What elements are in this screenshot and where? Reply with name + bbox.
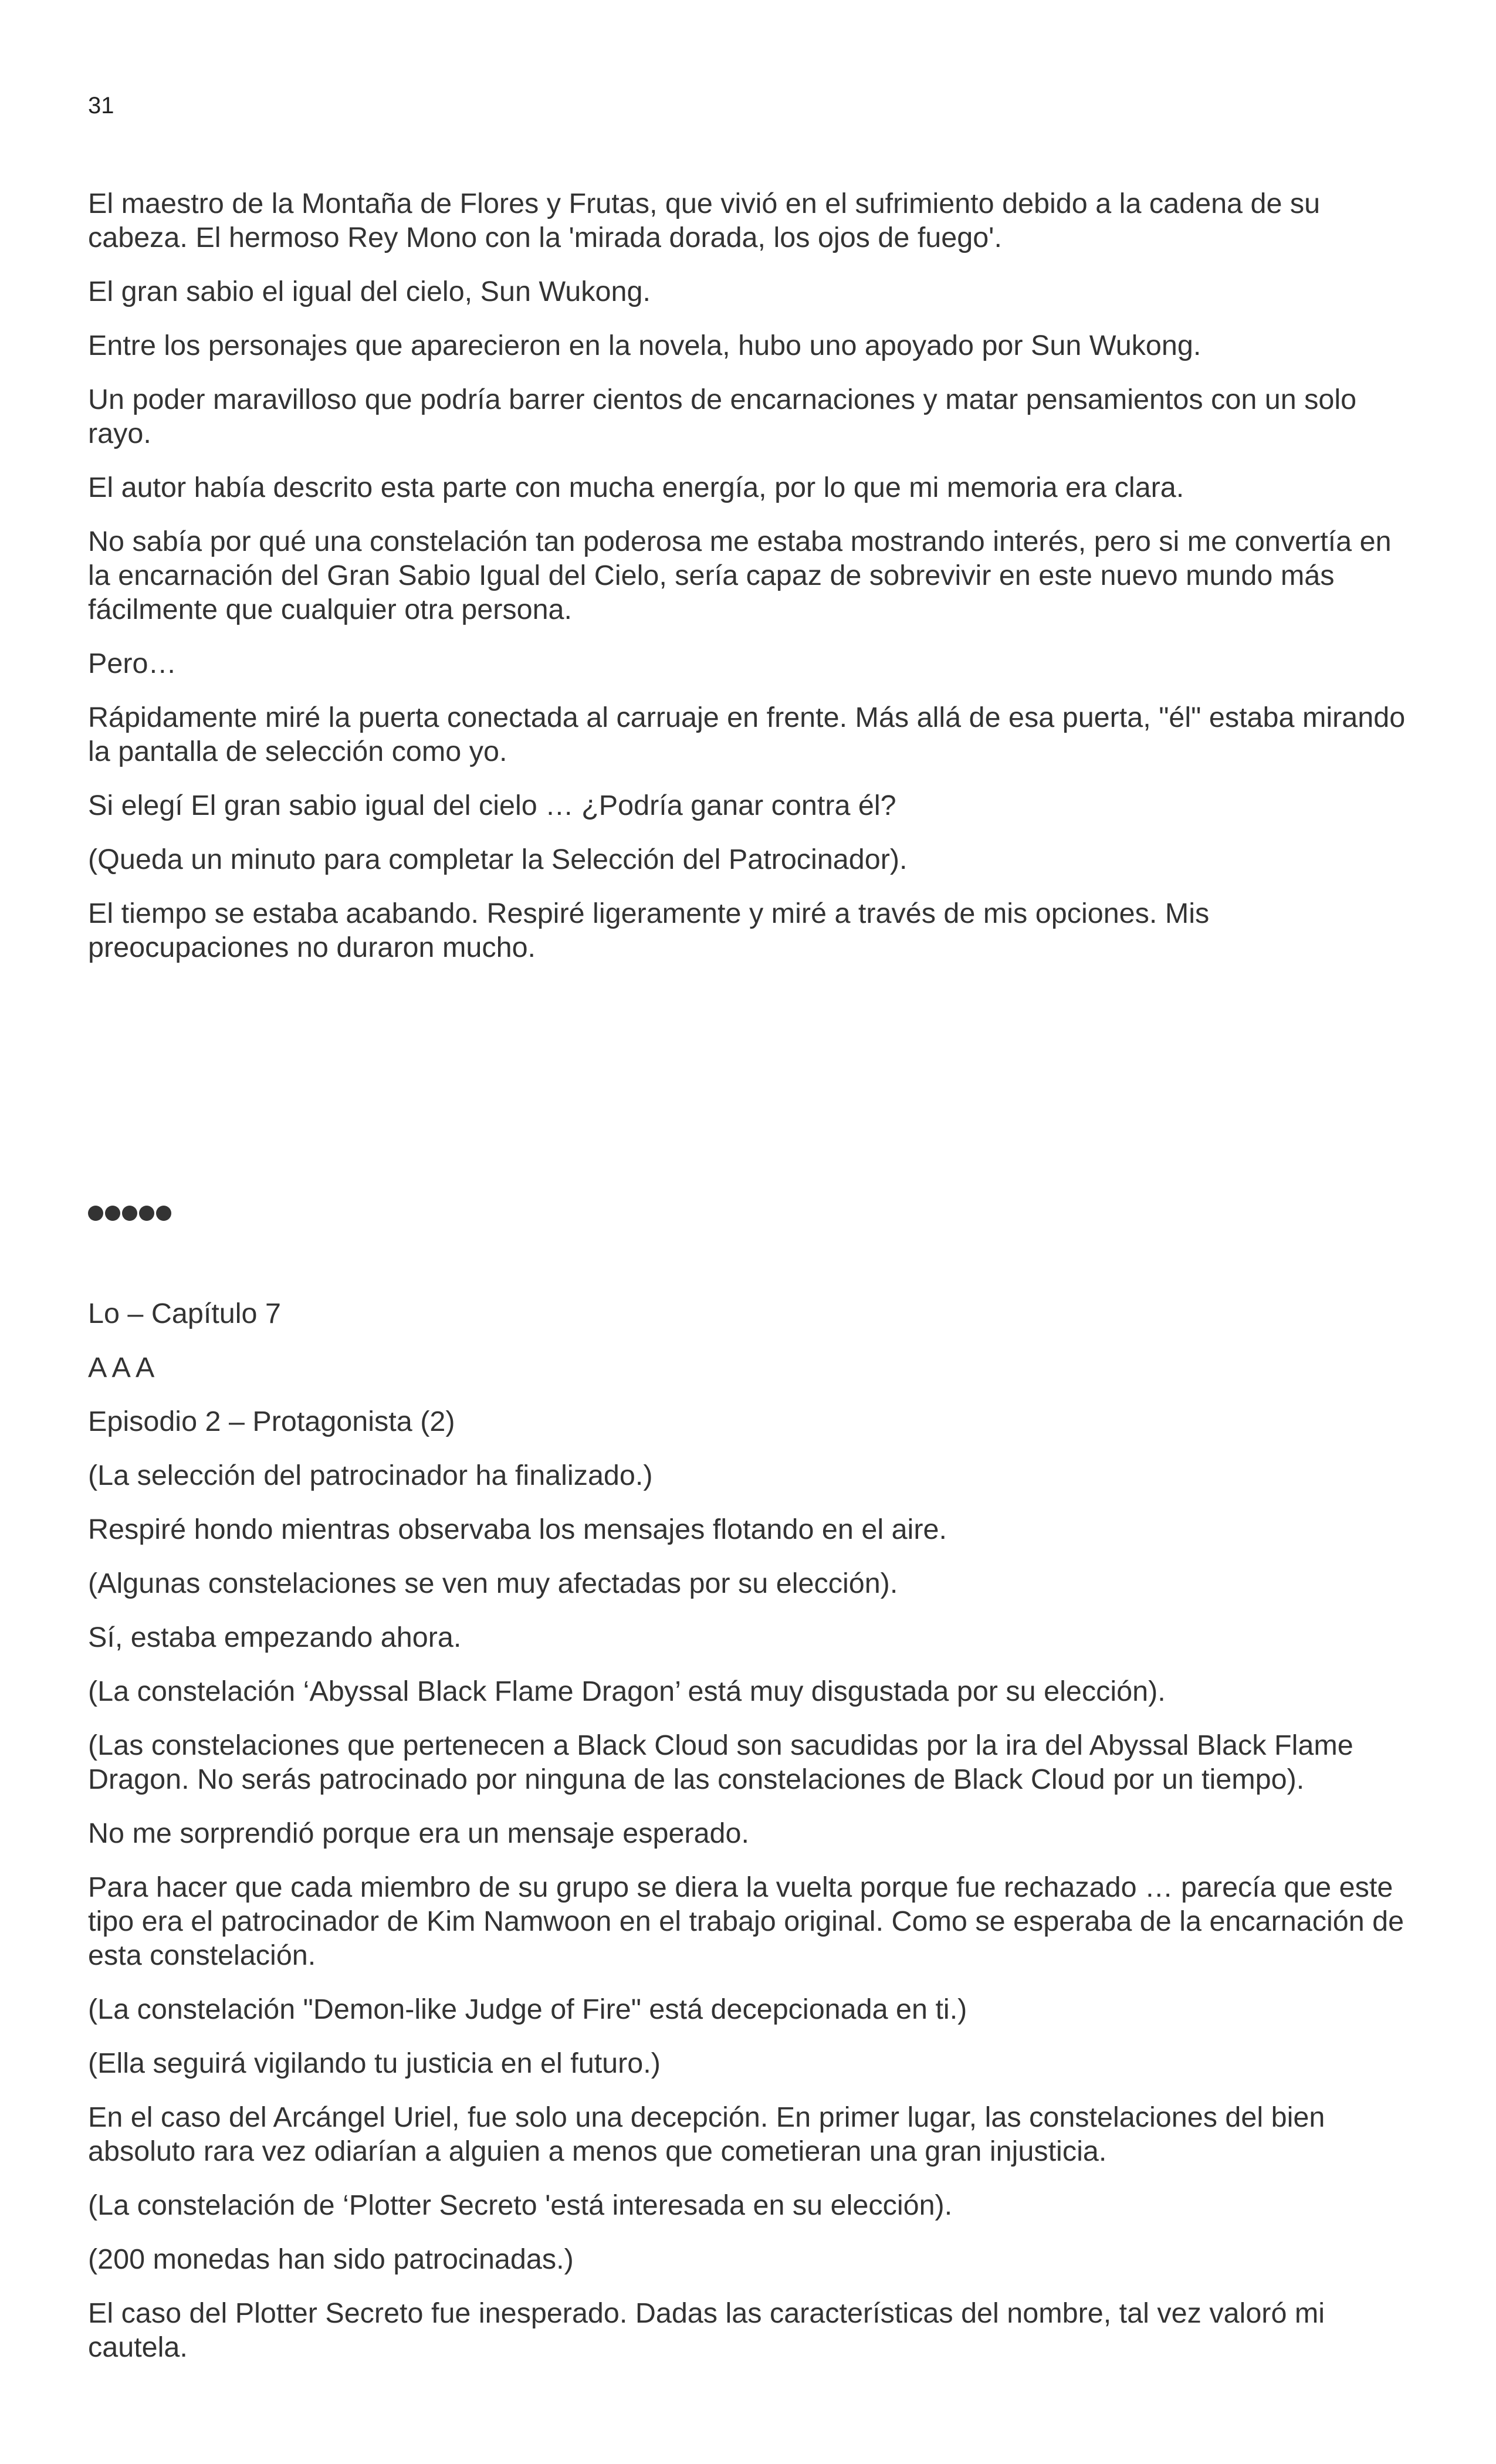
paragraph: Sí, estaba empezando ahora.: [88, 1622, 462, 1653]
paragraph: Rápidamente miré la puerta conectada al carruaje en frente. Más allá de esa puerta, "él" estaba mirando la pantalla de selección como yo.: [88, 702, 1406, 767]
paragraph: El caso del Plotter Secreto fue inesperado. Dadas las características del nombre, tal vez valoró mi cautela.: [88, 2297, 1325, 2363]
paragraph: El autor había descrito esta parte con mucha energía, por lo que mi memoria era clara.: [88, 472, 1184, 503]
paragraph: (La constelación de ‘Plotter Secreto 'está interesada en su elección).: [88, 2189, 953, 2221]
text-section-1: [88, 187, 1408, 984]
paragraph: (Las constelaciones que pertenecen a Black Cloud son sacudidas por la ira del Abyssal Black Flame Dragon. No serás patrocinado por ninguna de las constelaciones de Black Cloud por un tiempo).: [88, 1729, 1353, 1795]
paragraph: El gran sabio el igual del cielo, Sun Wukong.: [88, 276, 651, 307]
separator-dot: [156, 1206, 171, 1221]
paragraph: Un poder maravilloso que podría barrer cientos de encarnaciones y matar pensamientos con un solo rayo.: [88, 384, 1357, 449]
paragraph: (200 monedas han sido patrocinadas.): [88, 2243, 574, 2275]
paragraph: (La constelación ‘Abyssal Black Flame Dragon’ está muy disgustada por su elección).: [88, 1676, 1166, 1707]
section-separator: [88, 1206, 171, 1221]
paragraph: (La constelación "Demon-like Judge of Fire" está decepcionada en ti.): [88, 1993, 967, 2025]
separator-dot: [105, 1206, 120, 1221]
paragraph: (Algunas constelaciones se ven muy afectadas por su elección).: [88, 1568, 898, 1599]
paragraph: Respiré hondo mientras observaba los mensajes flotando en el aire.: [88, 1514, 947, 1545]
paragraph: En el caso del Arcángel Uriel, fue solo una decepción. En primer lugar, las constelaciones del bien absoluto rara vez odiarían a alguien a menos que cometieran una gran injusticia.: [88, 2101, 1325, 2167]
paragraph: Entre los personajes que aparecieron en la novela, hubo uno apoyado por Sun Wukong.: [88, 330, 1201, 361]
text-section-2: [88, 1297, 1408, 2384]
paragraph: No me sorprendió porque era un mensaje esperado.: [88, 1817, 749, 1849]
paragraph: Pero…: [88, 648, 177, 679]
separator-dot: [122, 1206, 137, 1221]
paragraph: (La selección del patrocinador ha finalizado.): [88, 1460, 653, 1491]
paragraph: Si elegí El gran sabio igual del cielo … ¿Podría ganar contra él?: [88, 790, 896, 821]
paragraph: Para hacer que cada miembro de su grupo se diera la vuelta porque fue rechazado … parecía que este tipo era el patrocinador de Kim Namwoon en el trabajo original. Como se esperaba de la encarnación de esta constelación.: [88, 1871, 1404, 1971]
separator-dot: [88, 1206, 103, 1221]
paragraph: (Ella seguirá vigilando tu justicia en el futuro.): [88, 2047, 661, 2079]
paragraph: No sabía por qué una constelación tan poderosa me estaba mostrando interés, pero si me convertía en la encarnación del Gran Sabio Igual del Cielo, sería capaz de sobrevivir en este nuevo mundo más fácilmente que cualquier otra persona.: [88, 526, 1392, 625]
separator-dot: [139, 1206, 154, 1221]
paragraph: Episodio 2 – Protagonista (2): [88, 1406, 455, 1437]
paragraph: A A A: [88, 1352, 155, 1383]
paragraph: El maestro de la Montaña de Flores y Frutas, que vivió en el sufrimiento debido a la cadena de su cabeza. El hermoso Rey Mono con la 'mirada dorada, los ojos de fuego'.: [88, 188, 1321, 253]
paragraph: (Queda un minuto para completar la Selección del Patrocinador).: [88, 844, 908, 875]
page-number: 31: [88, 93, 114, 119]
paragraph: Lo – Capítulo 7: [88, 1298, 281, 1329]
paragraph: El tiempo se estaba acabando. Respiré ligeramente y miré a través de mis opciones. Mis preocupaciones no duraron mucho.: [88, 898, 1210, 963]
